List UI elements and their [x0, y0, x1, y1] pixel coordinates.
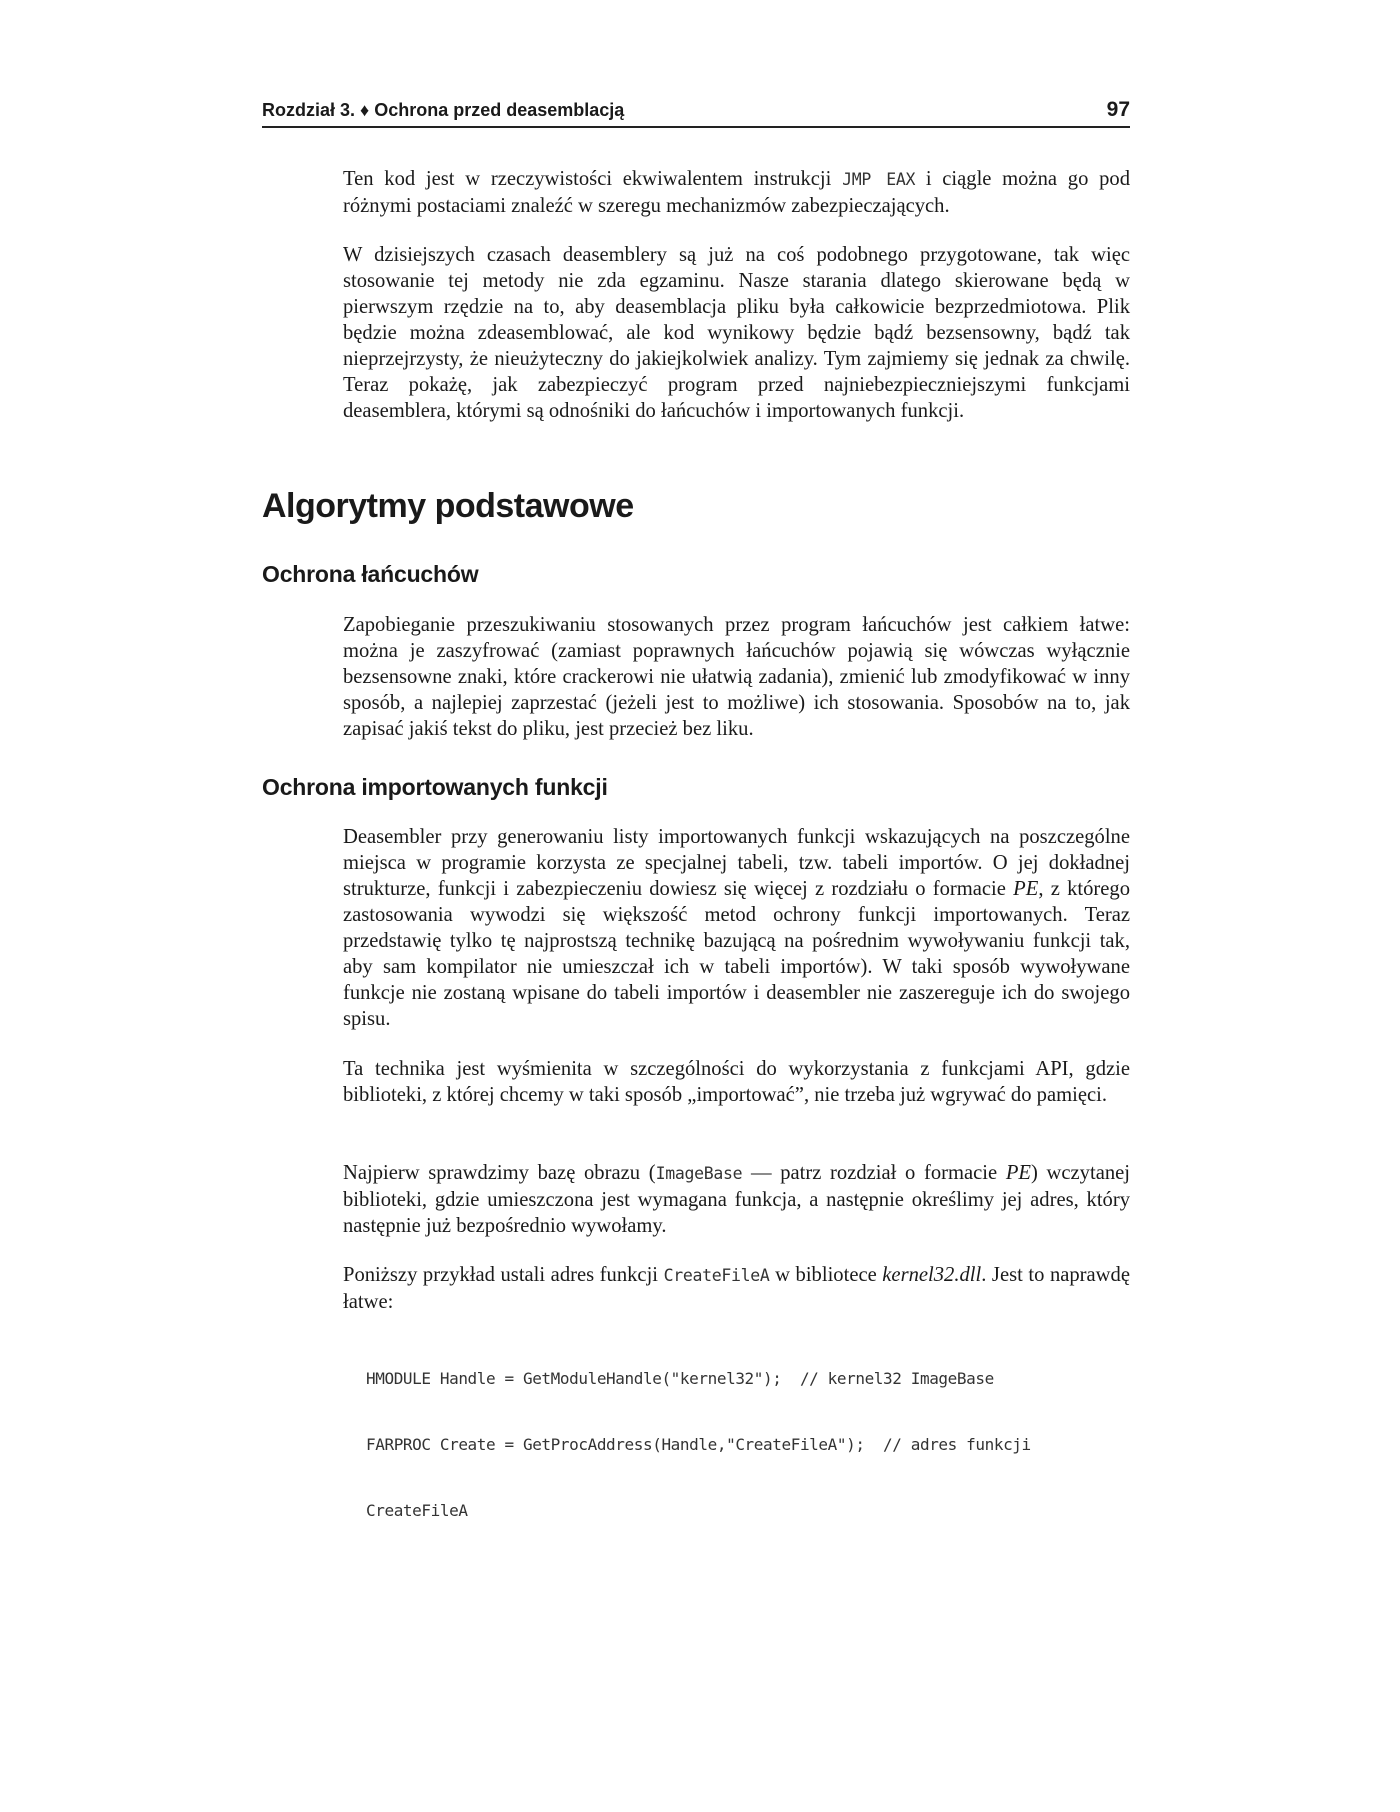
code-line: FARPROC Create = GetProcAddress(Handle,"CreateFileA"); // adres funkcji: [366, 1435, 1031, 1454]
paragraph-text: Poniższy przykład ustali adres funkcji: [343, 1264, 664, 1286]
italic-term: kernel32.dll: [882, 1264, 982, 1286]
paragraph-text: Deasembler przy generowaniu listy importowanych funkcji wskazujących na poszczególne miejsca w programie korzysta ze specjalnej tabeli, tzw. tabeli importów. O jej dokładnej strukturze, funkcji i zabezpieczeniu dowiesz się więcej z rozdziału o formacie: [343, 826, 1130, 900]
imports-paragraph-2: [343, 1056, 1130, 1108]
inline-code: ImageBase: [655, 1164, 743, 1183]
paragraph-text: W dzisiejszych czasach deasemblery są już na coś podobnego przygotowane, tak więc stosowanie tej metody nie zda egzaminu. Nasze starania dlatego skierowane będą w pierwszym rzędzie na to, aby deasemblacja pliku była całkowicie bezprzedmiotowa. Plik będzie można zdeasemblować, ale kod wynikowy będzie bądź bezsensowny, bądź tak nieprzejrzysty, że nieużyteczny do jakiejkolwiek analizy. Tym zajmiemy się jednak za chwilę. Teraz pokażę, jak zabezpieczyć program przed najniebezpieczniejszymi funkcjami deasemblera, którymi są odnośniki do łańcuchów i importowanych funkcji.: [343, 244, 1130, 422]
italic-term: PE: [1005, 1162, 1031, 1184]
paragraph-text: Zapobieganie przeszukiwaniu stosowanych przez program łańcuchów jest całkiem łatwe: można je zaszyfrować (zamiast poprawnych łańcuchów pojawią się wówczas wyłącznie bezsensowne znaki, które crackerowi nie ułatwią zadania), zmienić lub zmodyfikować w inny sposób, a najlepiej zaprzestać (jeżeli jest to możliwe) ich stosowania. Sposobów na to, jak zapisać jakiś tekst do pliku, jest przecież bez liku.: [343, 614, 1130, 740]
paragraph-text: . Jest to naprawdę łatwe:: [343, 1264, 1130, 1313]
inline-code: JMP EAX: [842, 170, 916, 189]
section-heading: Algorytmy podstawowe: [262, 487, 634, 525]
subsection-heading-strings: Ochrona łańcuchów: [262, 561, 479, 587]
paragraph-text: Ta technika jest wyśmienita w szczególności do wykorzystania z funkcjami API, gdzie biblioteki, z której chcemy w taki sposób „importować”, nie trzeba już wgrywać do pamięci.: [343, 1058, 1130, 1106]
italic-term: PE: [1013, 878, 1039, 900]
page-number: 97: [1106, 98, 1130, 121]
imports-paragraph-1: [343, 824, 1130, 1032]
intro-text: i ciągle można go pod różnymi postaciami znaleźć w szeregu mechanizmów zabezpieczających.: [343, 168, 1130, 217]
strings-paragraph: [343, 612, 1130, 742]
imports-paragraph-4: [343, 1262, 1130, 1315]
chapter-title: Rozdział 3. ♦ Ochrona przed deasemblacją: [262, 100, 625, 120]
code-line: CreateFileA: [366, 1501, 468, 1520]
code-listing: [366, 1324, 1126, 1566]
intro-paragraph-2: [343, 242, 1130, 424]
intro-paragraph-1: [343, 166, 1130, 219]
imports-paragraph-3: [343, 1160, 1130, 1239]
paragraph-text: Najpierw sprawdzimy bazę obrazu (: [343, 1162, 656, 1184]
code-line: HMODULE Handle = GetModuleHandle("kernel32"); // kernel32 ImageBase: [366, 1369, 994, 1388]
subsection-heading-imports: Ochrona importowanych funkcji: [262, 774, 608, 800]
inline-code: CreateFileA: [663, 1266, 770, 1285]
paragraph-text: , z którego zastosowania wywodzi się większość metod ochrony funkcji importowanych. Teraz przedstawię tylko tę najprostszą technikę bazującą na pośrednim wywoływaniu funkcji tak, aby sam kompilator nie umieszczał ich w tabeli importów). W taki sposób wywoływane funkcje nie zostaną wpisane do tabeli importów i deasembler nie zaszereguje ich do swojego spisu.: [343, 878, 1130, 1030]
paragraph-text: — patrz rozdział o formacie: [742, 1162, 1006, 1184]
paragraph-text: ) wczytanej biblioteki, gdzie umieszczona jest wymagana funkcja, a następnie określimy jej adres, który następnie już bezpośrednio wywołamy.: [343, 1162, 1130, 1237]
paragraph-text: w bibliotece: [769, 1264, 883, 1286]
intro-text: Ten kod jest w rzeczywistości ekwiwalentem instrukcji: [343, 168, 843, 190]
running-header: [262, 96, 1130, 128]
